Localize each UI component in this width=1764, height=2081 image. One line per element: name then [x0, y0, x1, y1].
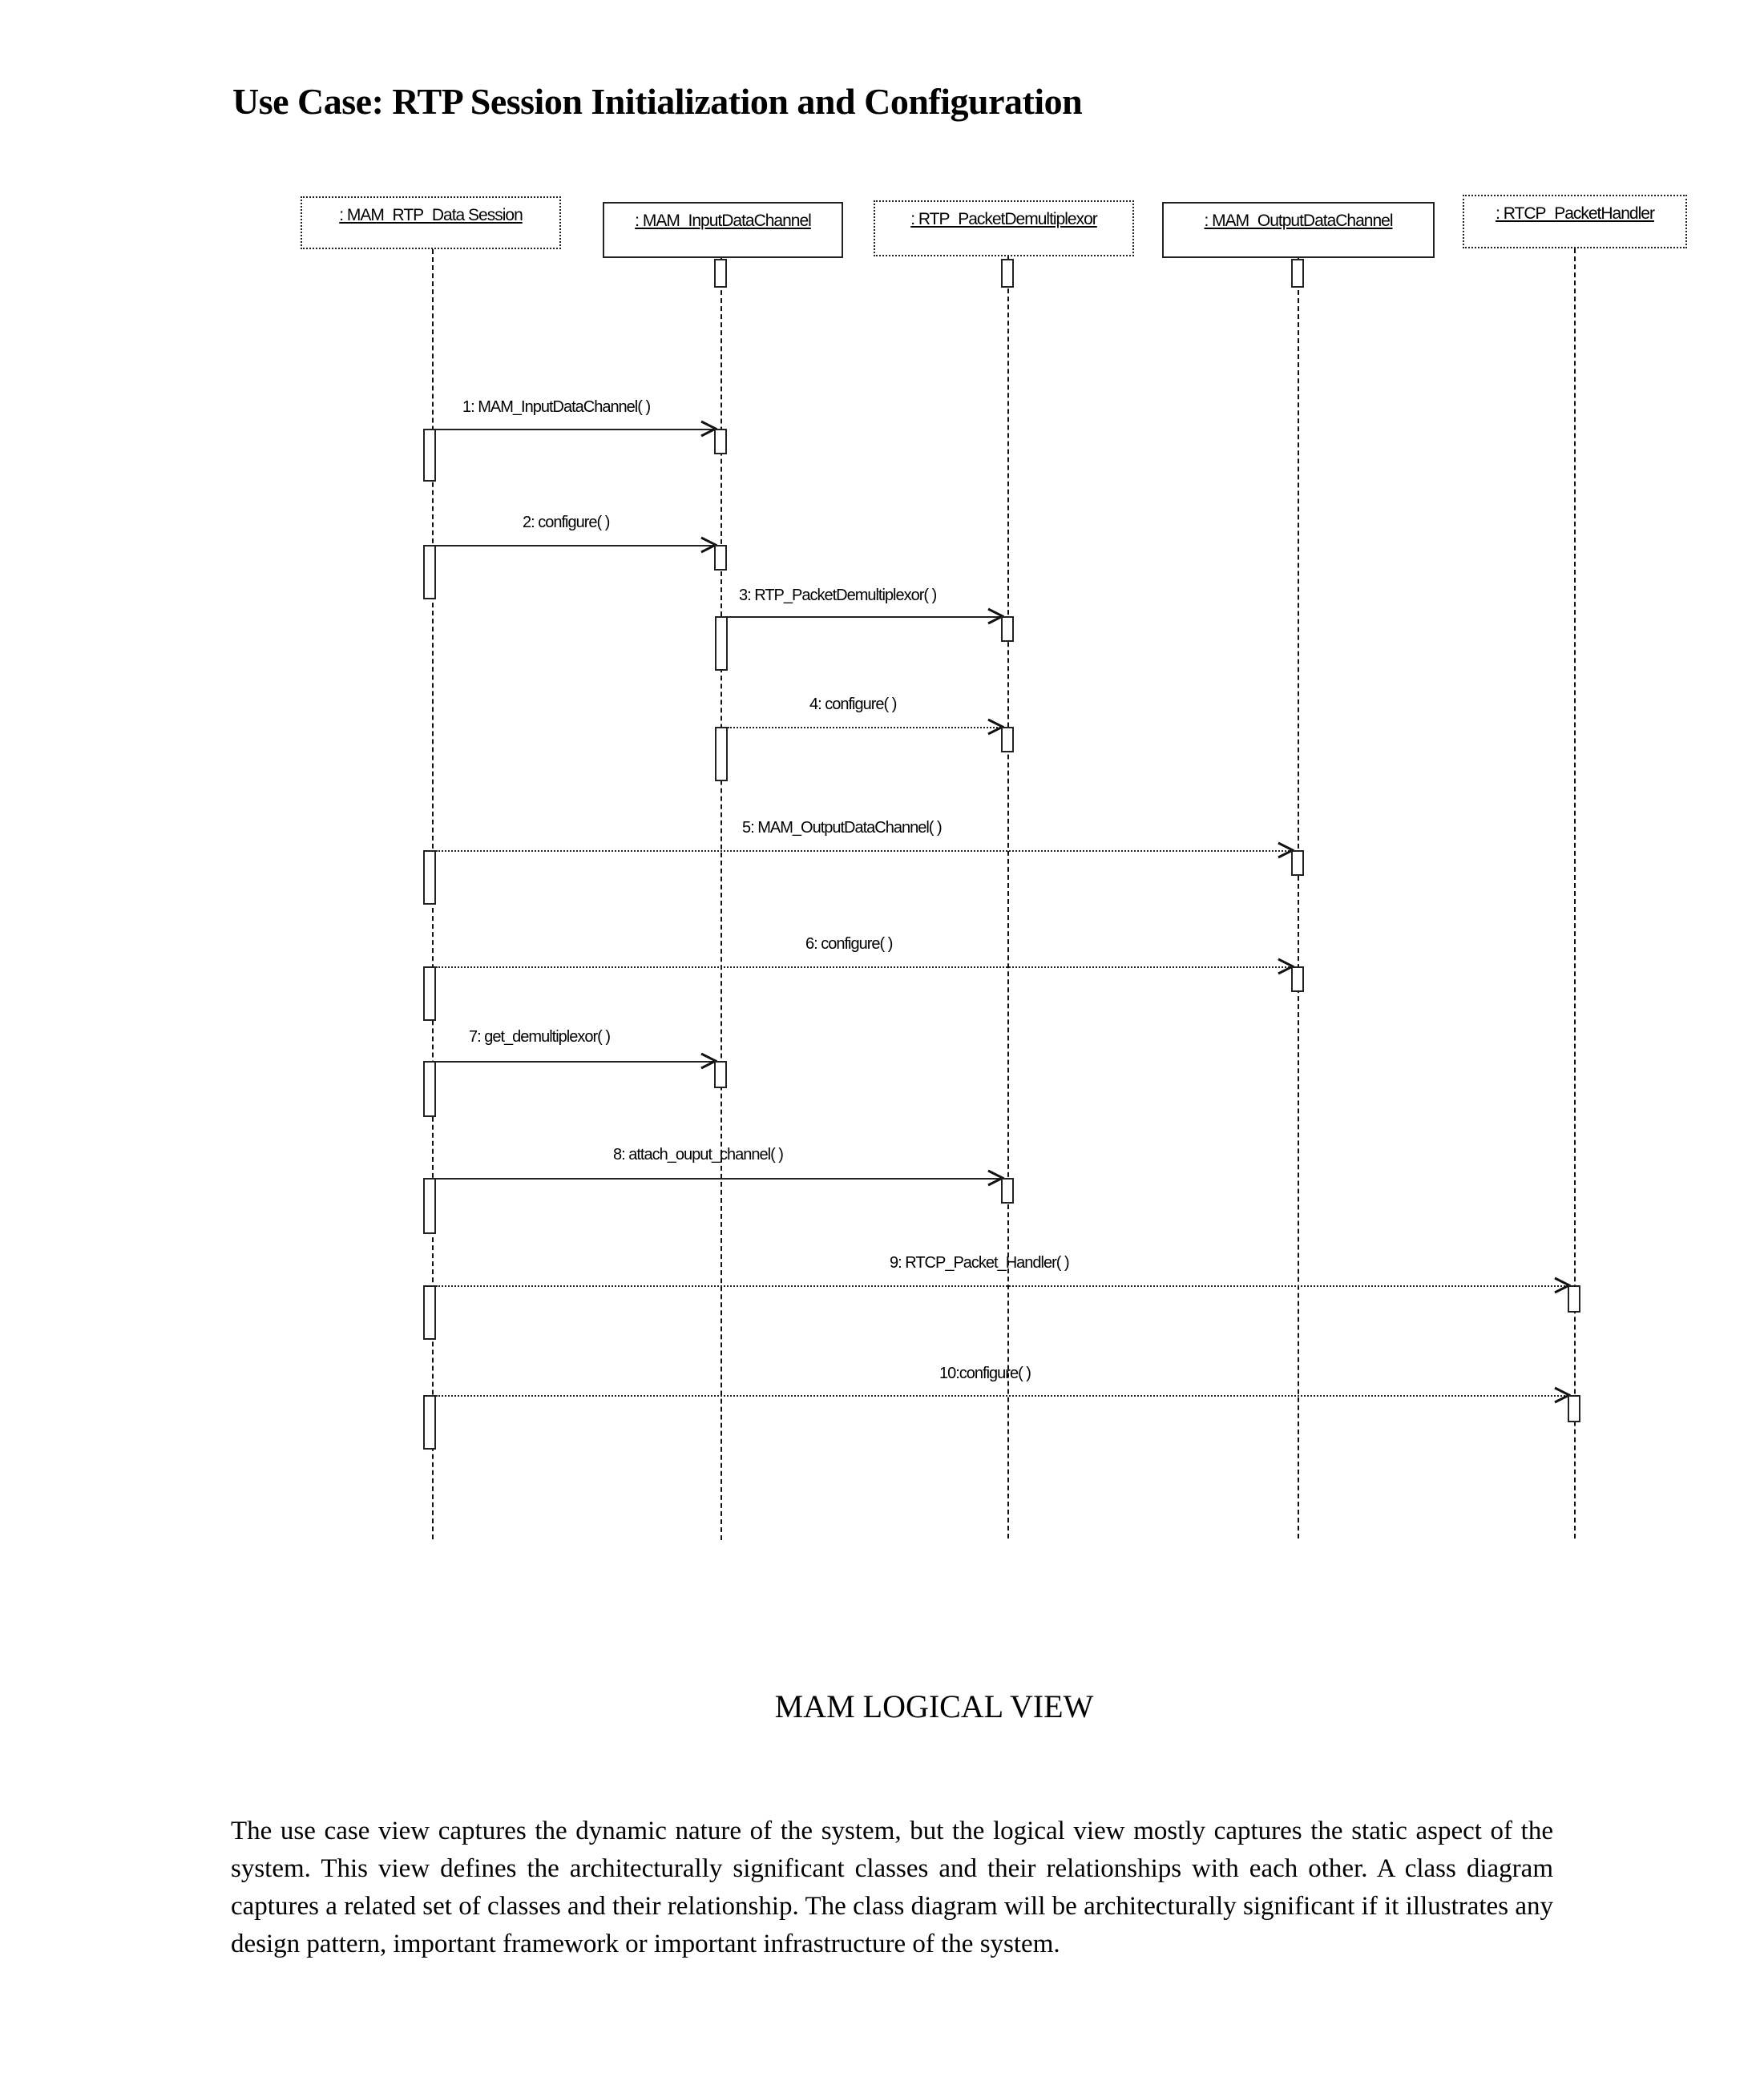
message-label: 10:configure( )	[939, 1365, 1031, 1382]
activation-bar	[714, 259, 727, 288]
body-paragraph: The use case view captures the dynamic nature of the system, but the logical view mostly captures the static aspect of the system. This view defines the architecturally significant classes and their relationships with each other. A class diagram captures a related set of classes and their relationship. The class diagram will be architecturally significant if it illustrates any design pattern, important framework or important infrastructure of the system.	[231, 1817, 1553, 1958]
message-arrow-line	[728, 727, 1004, 728]
message-label: 7: get_demultiplexor( )	[469, 1028, 610, 1046]
object-box-demux	[874, 200, 1134, 256]
object-box-session	[301, 196, 561, 249]
activation-bar	[714, 429, 727, 454]
object-label: : RTCP_PacketHandler	[1496, 204, 1654, 223]
activation-bar	[714, 545, 727, 571]
object-box-input	[603, 202, 843, 258]
object-box-rtcp	[1463, 195, 1687, 248]
message-label: 5: MAM_OutputDataChannel( )	[742, 819, 942, 837]
message-arrow-line	[728, 616, 1004, 618]
object-label: : RTP_PacketDemultiplexor	[910, 210, 1097, 228]
activation-bar	[423, 1178, 436, 1234]
message-arrow-line	[436, 1395, 1571, 1397]
activation-bar	[1291, 850, 1304, 876]
activation-bar	[423, 966, 436, 1021]
object-label: : MAM_OutputDataChannel	[1204, 212, 1393, 230]
section-heading: MAM LOGICAL VIEW	[774, 1688, 1094, 1724]
activation-bar	[714, 1061, 727, 1088]
activation-bar	[1001, 259, 1014, 288]
object-label: : MAM_InputDataChannel	[635, 212, 811, 230]
message-arrow-line	[436, 1178, 1003, 1180]
page-title: Use Case: RTP Session Initialization and Configuration	[232, 81, 1083, 122]
message-arrow-line	[436, 429, 716, 430]
message-arrow-line	[436, 1061, 716, 1063]
activation-bar	[423, 545, 436, 599]
message-arrow-line	[436, 966, 1295, 968]
lifeline-output	[1298, 258, 1299, 1539]
message-label: 1: MAM_InputDataChannel( )	[462, 398, 651, 416]
message-label: 8: attach_ouput_channel( )	[613, 1146, 783, 1164]
message-label: 9: RTCP_Packet_Handler( )	[890, 1254, 1069, 1272]
message-label: 6: configure( )	[805, 935, 893, 953]
activation-bar	[1568, 1395, 1580, 1422]
activation-bar	[1001, 616, 1014, 642]
activation-bar	[423, 1395, 436, 1450]
object-box-output	[1162, 202, 1435, 258]
activation-bar	[423, 429, 436, 482]
lifeline-demux	[1007, 256, 1009, 1539]
activation-bar	[1001, 1178, 1014, 1204]
message-label: 2: configure( )	[523, 514, 610, 531]
message-arrow-line	[436, 545, 716, 546]
activation-bar	[1291, 259, 1304, 288]
message-label: 3: RTP_PacketDemultiplexor( )	[739, 587, 937, 604]
activation-bar	[715, 727, 728, 781]
activation-bar	[423, 850, 436, 905]
activation-bar	[1001, 727, 1014, 752]
activation-bar	[423, 1285, 436, 1340]
activation-bar	[423, 1061, 436, 1117]
message-label: 4: configure( )	[809, 696, 897, 713]
message-arrow-line	[436, 1285, 1571, 1287]
activation-bar	[715, 616, 728, 671]
message-arrow-line	[436, 850, 1295, 852]
activation-bar	[1568, 1285, 1580, 1313]
activation-bar	[1291, 966, 1304, 992]
lifeline-rtcp	[1574, 248, 1576, 1539]
object-label: : MAM_RTP_Data Session	[339, 206, 523, 224]
